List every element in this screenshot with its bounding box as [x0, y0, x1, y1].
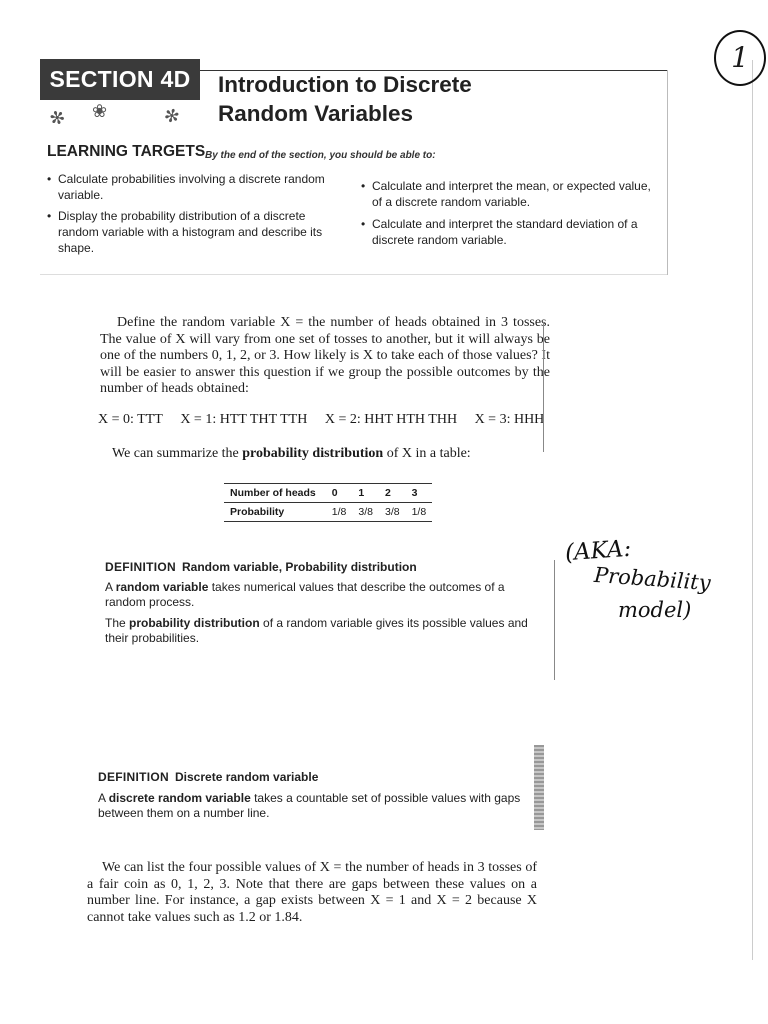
table-cell: 1/8 — [326, 503, 353, 522]
title-line-2: Random Variables — [218, 101, 414, 126]
page-edge-line — [752, 60, 753, 960]
definition-term: random variable — [115, 580, 209, 594]
definition-text: takes numerical values that describe the outcomes of a random process. — [105, 580, 505, 609]
definition-text: takes a countable set of possible values with gaps between them on a number line. — [98, 791, 521, 820]
definition-title: Random variable, Probability distribution — [182, 560, 417, 574]
outcome-x1: X = 1: HTT THT TTH — [180, 412, 308, 427]
learning-target-item: • Display the probability distribution of a discrete random variable with a histogram and describe its shape. — [58, 208, 348, 256]
summary-term: probability distribution — [242, 446, 384, 461]
table-row — [224, 503, 432, 522]
feather-icon: ❀ — [92, 101, 108, 121]
closing-paragraph: We can list the four possible values of X = the number of heads in 3 tosses of a fair coin as 0, 1, 2, 3. Note that there are gaps between these values on a number line. For instance, a gap exists between X = 1 and X = 2 because X cannot take values such as 1.2 or 1.84. — [87, 860, 537, 925]
margin-line — [554, 560, 555, 680]
handwritten-page-number: 1 — [714, 30, 766, 86]
outcome-x3: X = 3: HHH — [474, 412, 545, 427]
feather-icon: ✻ — [161, 104, 182, 128]
table-row-label: Number of heads — [224, 484, 326, 503]
handwritten-note-line-1: (AKA: — [564, 535, 633, 567]
summary-text: We can summarize the — [112, 446, 243, 461]
table-row-label: Probability — [224, 503, 326, 522]
definition-text: A — [98, 791, 109, 805]
box-bottom-border — [40, 274, 667, 275]
outcomes-line — [98, 412, 558, 428]
learning-targets-subheading: By the end of the section, you should be able to: — [205, 150, 436, 161]
definition-term: discrete random variable — [108, 791, 251, 805]
table-cell: 1/8 — [406, 503, 433, 522]
definition-text: of a random variable gives its possible values and their probabilities. — [105, 616, 528, 645]
feather-icon: ✻ — [46, 106, 68, 131]
intro-paragraph: Define the random variable X = the number of heads obtained in 3 tosses. The value of X will vary from one set of tosses to another, but it will always be one of the numbers 0, 1, 2, or 3. How likely is X to take each of those values? It will be easier to answer this question if we group the possible outcomes by the number of heads obtained: — [100, 315, 550, 396]
learning-target-item: • Calculate and interpret the standard deviation of a discrete random variable. — [372, 216, 647, 248]
table-cell: 3 — [406, 484, 433, 503]
learning-target-item: • Calculate probabilities involving a discrete random variable. — [58, 171, 343, 203]
definition-text: A — [105, 580, 116, 594]
table-cell: 1 — [352, 484, 379, 503]
summary-sentence — [112, 446, 471, 462]
definition-1-paragraph-2 — [105, 616, 540, 646]
handwritten-note-line-3: model) — [618, 598, 692, 622]
table-cell: 2 — [379, 484, 406, 503]
page-title — [218, 70, 472, 128]
box-right-border — [667, 70, 668, 275]
outcome-x2: X = 2: HHT HTH THH — [324, 412, 458, 427]
definition-text: The — [105, 616, 130, 630]
definition-title: Discrete random variable — [175, 770, 319, 784]
margin-line — [543, 322, 544, 452]
summary-text: of X in a table: — [383, 446, 471, 461]
handwritten-note-line-2: Probability — [593, 562, 712, 596]
table-row — [224, 484, 432, 503]
scan-artifact — [534, 745, 544, 830]
definition-2-heading — [98, 770, 318, 784]
title-line-1: Introduction to Discrete — [218, 72, 472, 97]
table-cell: 0 — [326, 484, 353, 503]
definition-2-paragraph-1 — [98, 791, 530, 821]
definition-keyword: DEFINITION — [105, 560, 176, 574]
section-label: SECTION 4D — [40, 59, 200, 100]
definition-1-paragraph-1 — [105, 580, 540, 610]
table-cell: 3/8 — [379, 503, 406, 522]
learning-target-item: • Calculate and interpret the mean, or expected value, of a discrete random variable. — [372, 178, 657, 210]
learning-targets-heading: LEARNING TARGETS — [47, 143, 206, 160]
definition-keyword: DEFINITION — [98, 770, 169, 784]
table-cell: 3/8 — [352, 503, 379, 522]
definition-term: probability distribution — [129, 616, 260, 630]
probability-table — [224, 483, 432, 522]
outcome-x0: X = 0: TTT — [98, 412, 163, 427]
definition-1-heading — [105, 560, 417, 574]
